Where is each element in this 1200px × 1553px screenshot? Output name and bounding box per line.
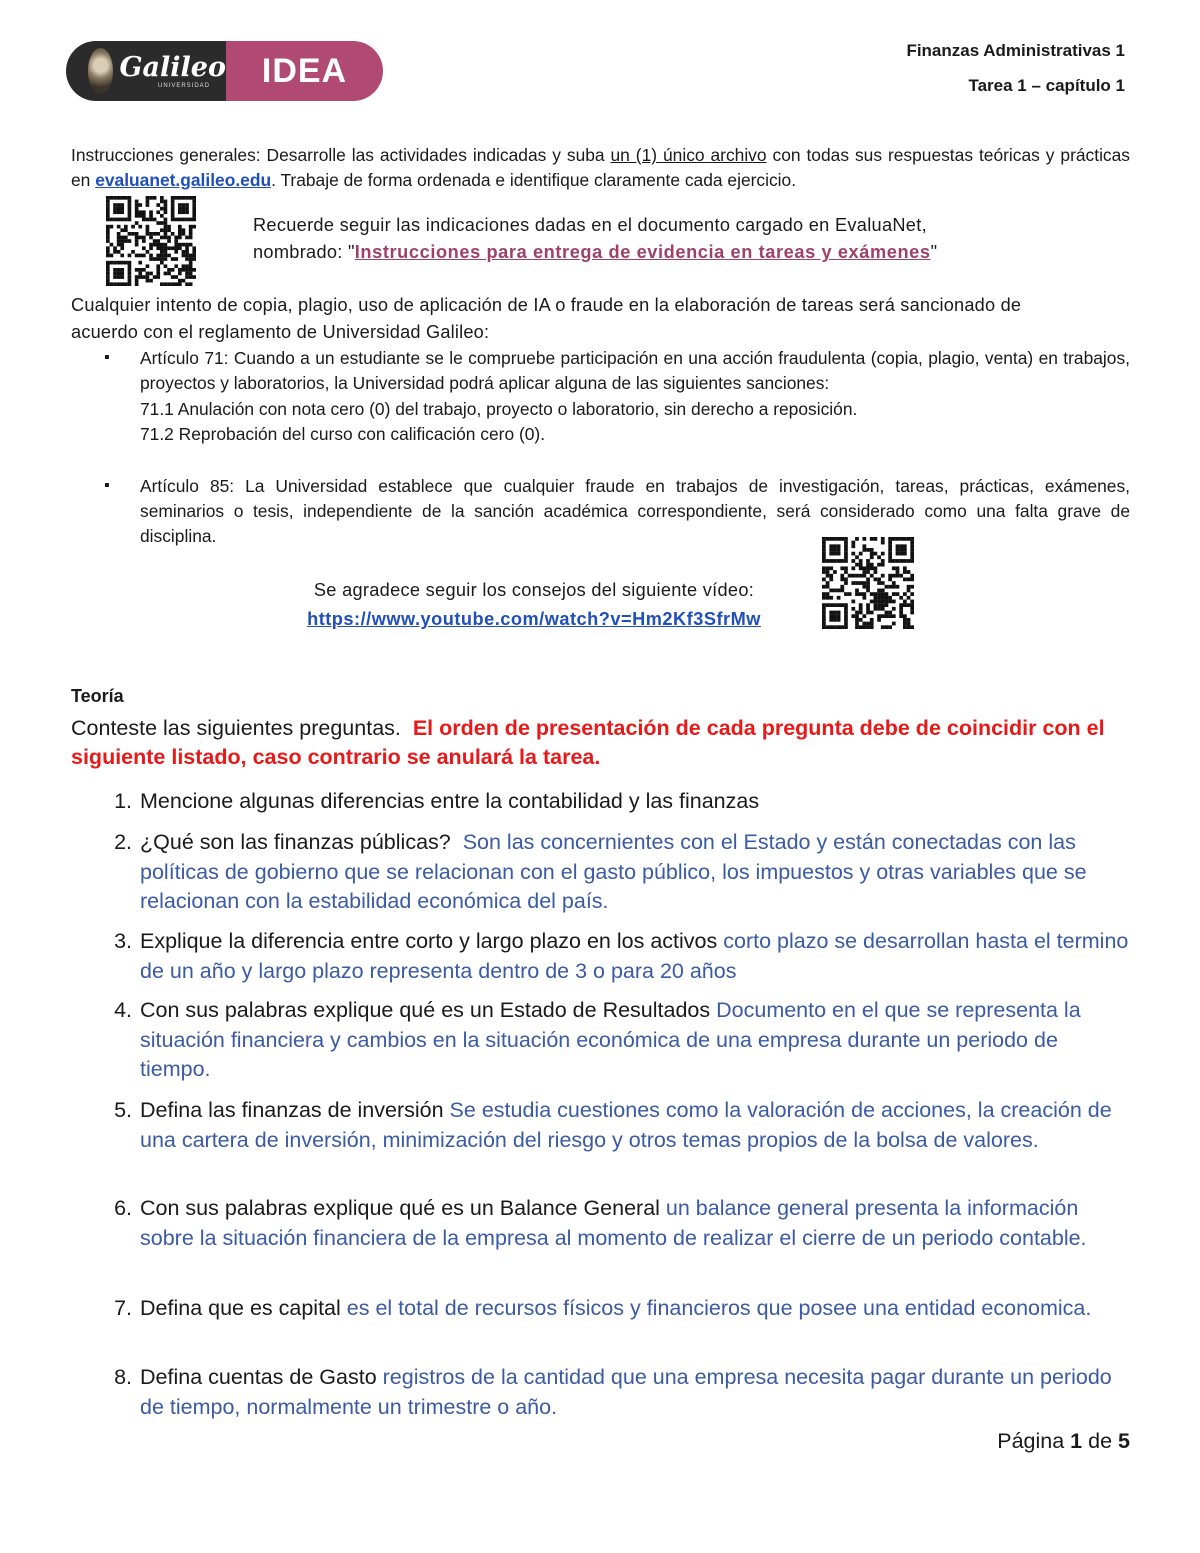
article-71-2: 71.2 Reprobación del curso con calificación cero (0).: [140, 424, 546, 444]
youtube-link[interactable]: https://www.youtube.com/watch?v=Hm2Kf3SfrMw: [307, 609, 761, 629]
page-number: Página 1 de 5: [997, 1429, 1130, 1453]
galileo-subtitle: UNIVERSIDAD: [158, 83, 211, 89]
video-text: Se agradece seguir los consejos del siguiente vídeo:: [313, 580, 755, 600]
evaluanet-link[interactable]: evaluanet.galileo.edu: [95, 170, 272, 190]
question-2: ¿Qué son las finanzas públicas? Son las concernientes con el Estado y están conectadas con las políticas de gobierno que se relacionan con el gasto público, los impuestos y otras variables que se relacionan con la estabilidad económica del país.: [140, 830, 1087, 913]
galileo-portrait-icon: [88, 48, 113, 94]
question-8: Defina cuentas de Gasto registros de la cantidad que una empresa necesita pagar durante un periodo de tiempo, normalmente un trimestre o año.: [140, 1365, 1112, 1419]
answer-8: registros de la cantidad que una empresa necesita pagar durante un periodo de tiempo, normalmente un trimestre o año.: [140, 1365, 1112, 1419]
evidence-instructions-link[interactable]: Instrucciones para entrega de evidencia en tareas y exámenes: [354, 242, 931, 262]
answer-5: Se estudia cuestiones como la valoración de acciones, la creación de una cartera de inversión, minimización del riesgo y otros temas propios de la bolsa de valores.: [140, 1098, 1112, 1152]
bullet-marker: ▪: [104, 477, 110, 494]
question-3: Explique la diferencia entre corto y largo plazo en los activos corto plazo se desarrollan hasta el termino de un año y largo plazo representa dentro de 3 o para 20 años: [140, 929, 1129, 983]
order-warning: El orden de presentación de cada pregunta debe de coincidir con el siguiente listado, caso contrario se anulará la tarea.: [71, 716, 1105, 769]
galileo-logo: [66, 41, 226, 101]
task-title: Tarea 1 – capítulo 1: [968, 76, 1125, 95]
question-number: 3.: [114, 929, 132, 953]
answer-6: un balance general presenta la información sobre la situación financiera de la empresa al momento de realizar el cierre de un periodo contable.: [140, 1196, 1087, 1250]
answer-4: Documento en el que se representa la situación financiera y cambios en la situación económica de una empresa durante un periodo de tiempo.: [140, 998, 1081, 1081]
instructions-qr-code: [106, 196, 196, 286]
article-71-1: 71.1 Anulación con nota cero (0) del trabajo, proyecto o laboratorio, sin derecho a reposición.: [140, 399, 858, 419]
question-number: 2.: [114, 830, 132, 854]
question-1: Mencione algunas diferencias entre la contabilidad y las finanzas: [140, 789, 760, 813]
question-number: 6.: [114, 1196, 132, 1220]
question-number: 1.: [114, 789, 132, 813]
answer-2: Son las concernientes con el Estado y están conectadas con las políticas de gobierno que se relacionan con el gasto público, los impuestos y otras variables que se relacionan con la estabilidad económica del país.: [140, 830, 1087, 913]
plagiarism-warning: Cualquier intento de copia, plagio, uso de aplicación de IA o fraude en la elaboración de tareas será sancionado de acuerdo con el reglamento de Universidad Galileo:: [71, 295, 1022, 342]
question-number: 5.: [114, 1098, 132, 1122]
question-number: 4.: [114, 998, 132, 1022]
evaluanet-reminder: Recuerde seguir las indicaciones dadas en el documento cargado en EvaluaNet, nombrado: "Instrucciones para entrega de evidencia en tareas y exámenes": [253, 215, 938, 262]
question-5: Defina las finanzas de inversión Se estudia cuestiones como la valoración de acciones, la creación de una cartera de inversión, minimización del riesgo y otros temas propios de la bolsa de valores.: [140, 1098, 1112, 1152]
question-7: Defina que es capital es el total de recursos físicos y financieros que posee una entidad economica.: [140, 1296, 1092, 1320]
university-logo: [66, 41, 383, 101]
article-71: Artículo 71: Cuando a un estudiante se le compruebe participación en una acción fraudulenta (copia, plagio, venta) en trabajos, proyectos y laboratorios, la Universidad podrá aplicar alguna de las siguientes sanciones:: [140, 348, 1130, 393]
article-85: Artículo 85: La Universidad establece que cualquier fraude en trabajos de investigación, tareas, prácticas, exámenes, seminarios o tesis, independiente de la sanción académica correspondiente, será considerado como una falta grave de disciplina.: [140, 476, 1130, 546]
galileo-wordmark: Galileo: [119, 51, 226, 83]
idea-logo: [226, 41, 383, 101]
idea-wordmark: IDEA: [261, 51, 348, 90]
course-title: Finanzas Administrativas 1: [906, 41, 1125, 60]
general-instructions: Instrucciones generales: Desarrolle las actividades indicadas y suba un (1) único archivo con todas sus respuestas teóricas y prácticas en evaluanet.galileo.edu. Trabaje de forma ordenada e identifique claramente cada ejercicio.: [71, 145, 1130, 190]
question-4: Con sus palabras explique qué es un Estado de Resultados Documento en el que se representa la situación financiera y cambios en la situación económica de una empresa durante un periodo de tiempo.: [140, 998, 1081, 1081]
theory-intro: Conteste las siguientes preguntas. El orden de presentación de cada pregunta debe de coincidir con el siguiente listado, caso contrario se anulará la tarea.: [71, 716, 1105, 769]
bullet-marker: ▪: [104, 349, 110, 366]
single-file-note: un (1) único archivo: [610, 145, 767, 165]
question-6: Con sus palabras explique qué es un Balance General un balance general presenta la información sobre la situación financiera de la empresa al momento de realizar el cierre de un periodo contable.: [140, 1196, 1087, 1250]
question-number: 8.: [114, 1365, 132, 1389]
answer-7: es el total de recursos físicos y financieros que posee una entidad economica.: [346, 1296, 1092, 1320]
video-reference: [274, 576, 794, 634]
answer-3: corto plazo se desarrollan hasta el termino de un año y largo plazo representa dentro de 3 o para 20 años: [140, 929, 1129, 983]
question-number: 7.: [114, 1296, 132, 1320]
video-qr-code: [822, 537, 914, 629]
theory-heading: Teoría: [71, 686, 124, 706]
